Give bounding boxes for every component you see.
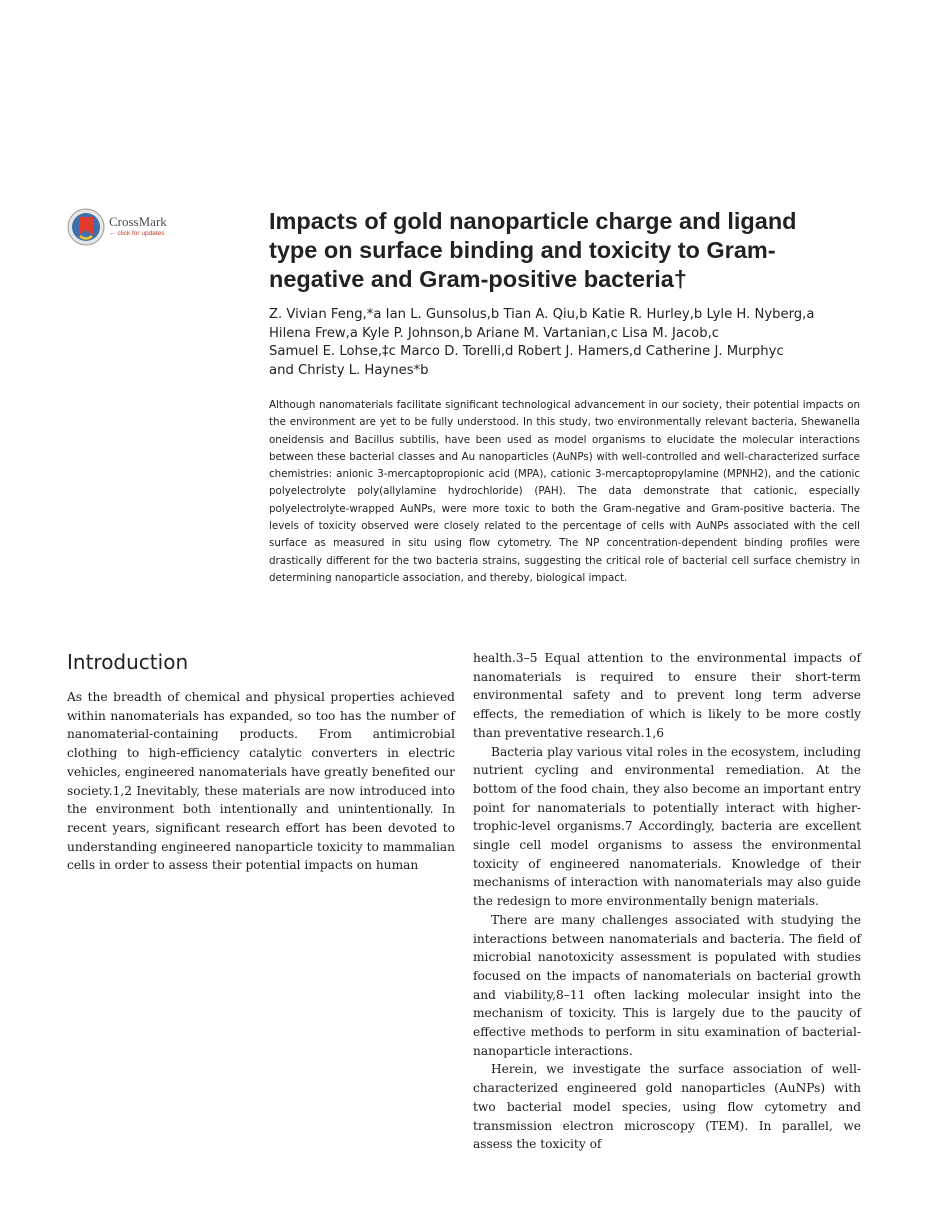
crossmark-sublabel-text: click for updates [117, 230, 165, 237]
paragraph: Bacteria play various vital roles in the ecosystem, including nutrient cycling and environmental remediation. At the bottom of the food chain, they also become an important entry point for nanomaterials to potentially interact with higher-trophic-level organisms.7 Accordingly, bacteria are excellent single cell model organisms to assess the environmental toxicity of engineered nanomaterials. Knowledge of their mechanisms of interaction with nanomaterials may also guide the redesign to more environmentally benign materials. [473, 744, 861, 909]
abstract-text: Although nanomaterials facilitate significant technological advancement in our society, their potential impacts on the environment are yet to be fully understood. In this study, two environmentally relevant bacteria, Shewanella oneidensis and Bacillus subtilis, have been used as model organisms to elucidate the molecular interactions between these bacterial classes and Au nanoparticles (AuNPs) with well-controlled and well-characterized surface chemistries: anionic 3-mercaptopropionic acid (MPA), cationic 3-mercaptopropylamine (MPNH2), and the cationic polyelectrolyte poly(allylamine hydrochloride) (PAH). The data demonstrate that cationic, especially polyelectrolyte-wrapped AuNPs, were more toxic to both the Gram-negative and Gram-positive bacteria. The levels of toxicity observed were closely related to the percentage of cells with AuNPs associated with the cell surface as measured in situ using flow cytometry. The NP concentration-dependent binding profiles were drastically different for the two bacteria strains, suggesting the critical role of bacterial cell surface chemistry in determining nanoparticle association, and thereby, biological impact. [269, 399, 860, 584]
crossmark-badge[interactable] [67, 208, 187, 248]
abstract [269, 397, 860, 587]
body-column-right [473, 649, 861, 1154]
arrow-left-icon: ← [109, 230, 116, 237]
paper-title: Impacts of gold nanoparticle charge and ligand type on surface binding and toxicity to Gram-negative and Gram-positive bacteria† [269, 208, 797, 292]
paragraph: As the breadth of chemical and physical properties achieved within nanomaterials has expanded, so too has the number of nanomaterial-containing products. From antimicrobial clothing to high-efficiency catalytic converters in electric vehicles, engineered nanomaterials have greatly benefited our society.1,2 Inevitably, these materials are now introduced into the environment both intentionally and unintentionally. In recent years, significant research effort has been devoted to understanding engineered nanoparticle toxicity to mammalian cells in order to assess their potential impacts on human [67, 690, 455, 873]
section-heading-introduction: Introduction [67, 650, 189, 674]
paragraph: Herein, we investigate the surface association of well-characterized engineered gold nanoparticles (AuNPs) with two bacterial model species, using flow cytometry and transmission electron microscopy (TEM). In parallel, we assess the toxicity of [473, 1062, 861, 1152]
author-line-1: Z. Vivian Feng,*a Ian L. Gunsolus,b Tian A. Qiu,b Katie R. Hurley,b Lyle H. Nyberg,a [269, 307, 815, 322]
author-line-4: and Christy L. Haynes*b [269, 362, 429, 378]
crossmark-label: CrossMark [109, 214, 167, 229]
crossmark-icon [67, 208, 105, 246]
crossmark-sublabel [109, 230, 164, 237]
paragraph: health.3–5 Equal attention to the environmental impacts of nanomaterials is required to ensure their short-term environmental safety and to prevent long term adverse effects, the remediation of which is likely to be more costly than preventative research.1,6 [473, 651, 861, 740]
author-line-2: Hilena Frew,a Kyle P. Johnson,b Ariane M. Vartanian,c Lisa M. Jacob,c [269, 325, 720, 341]
author-list [269, 306, 869, 380]
author-line-3: Samuel E. Lohse,‡c Marco D. Torelli,d Robert J. Hamers,d Catherine J. Murphyc [269, 344, 784, 360]
paragraph: There are many challenges associated with studying the interactions between nanomaterials and bacteria. The field of microbial nanotoxicity assessment is populated with studies focused on the impacts of nanomaterials on bacterial growth and viability,8–11 often lacking molecular insight into the mechanism of toxicity. This is largely due to the paucity of effective methods to perform in situ examination of bacterial-nanoparticle interactions. [473, 912, 861, 1058]
body-column-left [67, 688, 455, 875]
